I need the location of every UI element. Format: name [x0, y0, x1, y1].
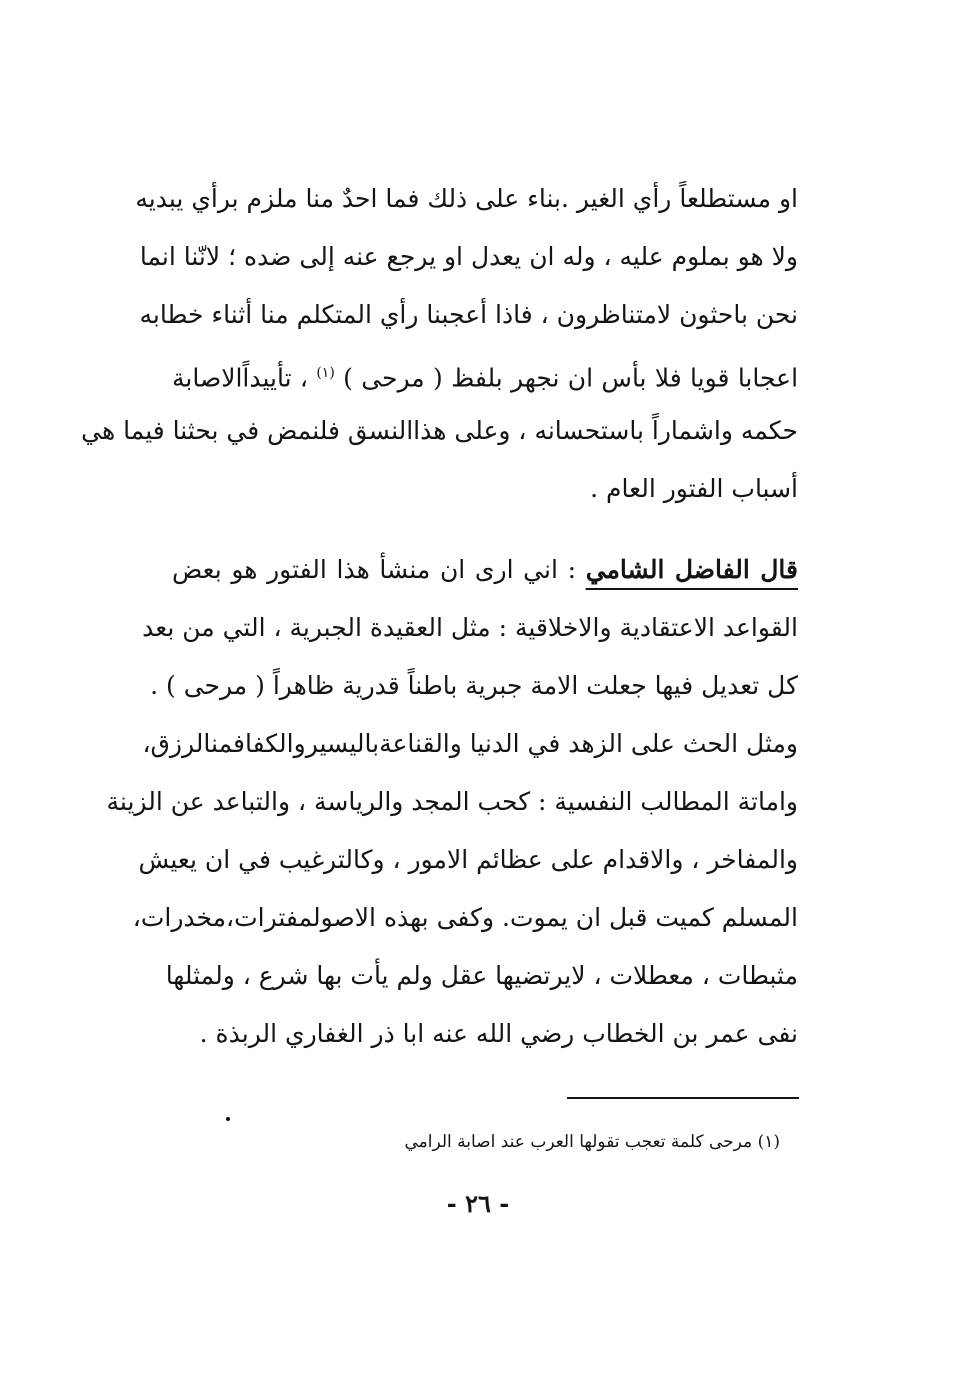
text-line: حكمه واشماراً باستحسانه ، وعلى هذاالنسق فلنمض في بحثنا فيما هي	[81, 416, 798, 445]
text-line: واماتة المطالب النفسية : كحب المجد والرياسة ، والتباعد عن الزينة	[106, 787, 798, 816]
footnote-divider	[567, 1097, 799, 1099]
text-line: القواعد الاعتقادية والاخلاقية : مثل العقيدة الجبرية ، التي من بعد	[142, 613, 798, 642]
footnote-text: مرحى كلمة تعجب تقولها العرب عند اصابة الرامي	[404, 1132, 753, 1152]
text-segment: ، تأييداًالاصابة	[172, 363, 308, 393]
speaker-name: قال الفاضل الشامي	[585, 555, 798, 584]
text-line: ولا هو بملوم عليه ، وله ان يعدل او يرجع عنه إلى ضده ؛ لانّنا انما	[139, 242, 798, 271]
paragraph-1	[81, 170, 799, 518]
text-line: والمفاخر ، والاقدام على عظائم الامور ، وكالترغيب في ان يعيش	[138, 845, 798, 874]
text-line: نحن باحثون لامتناظرون ، فاذا أعجبنا رأي المتكلم منا أثناء خطابه	[139, 300, 798, 329]
text-line: نفى عمر بن الخطاب رضي الله عنه ابا ذر الغفاري الربذة .	[199, 1019, 798, 1048]
footnote-reference[interactable]: (١)	[316, 365, 335, 381]
text-line: كل تعديل فيها جعلت الامة جبرية باطناً قدرية ظاهراً ( مرحى ) .	[150, 671, 798, 700]
page-number: - ٢٦ -	[446, 1189, 510, 1218]
text-line: أسباب الفتور العام .	[590, 474, 798, 503]
text-line-with-footnote-ref	[172, 344, 798, 402]
text-line: او مستطلعاً رأي الغير .بناء على ذلك فما احدٌ منا ملزم برأي يبديه	[135, 184, 798, 213]
footnote-number: (١)	[757, 1132, 780, 1152]
footnote	[300, 1122, 780, 1162]
paragraph-2	[106, 541, 798, 1063]
text-line: مثبطات ، معطلات ، لايرتضيها عقل ولم يأت بها شرع ، ولمثلها	[165, 961, 798, 990]
text-segment: اعجابا قويا فلا بأس ان نجهر بلفظ ( مرحى )	[343, 363, 799, 393]
text-line: المسلم كميت قبل ان يموت. وكفى بهذه الاصولمفترات،مخدرات،	[132, 903, 798, 932]
text-line: ومثل الحث على الزهد في الدنيا والقناعةباليسيروالكفافمنالرزق،	[142, 729, 798, 758]
scan-speck	[226, 1117, 230, 1121]
text-segment: : اني ارى ان منشأ هذا الفتور هو بعض	[172, 555, 577, 584]
text-line-with-speaker	[172, 541, 798, 599]
